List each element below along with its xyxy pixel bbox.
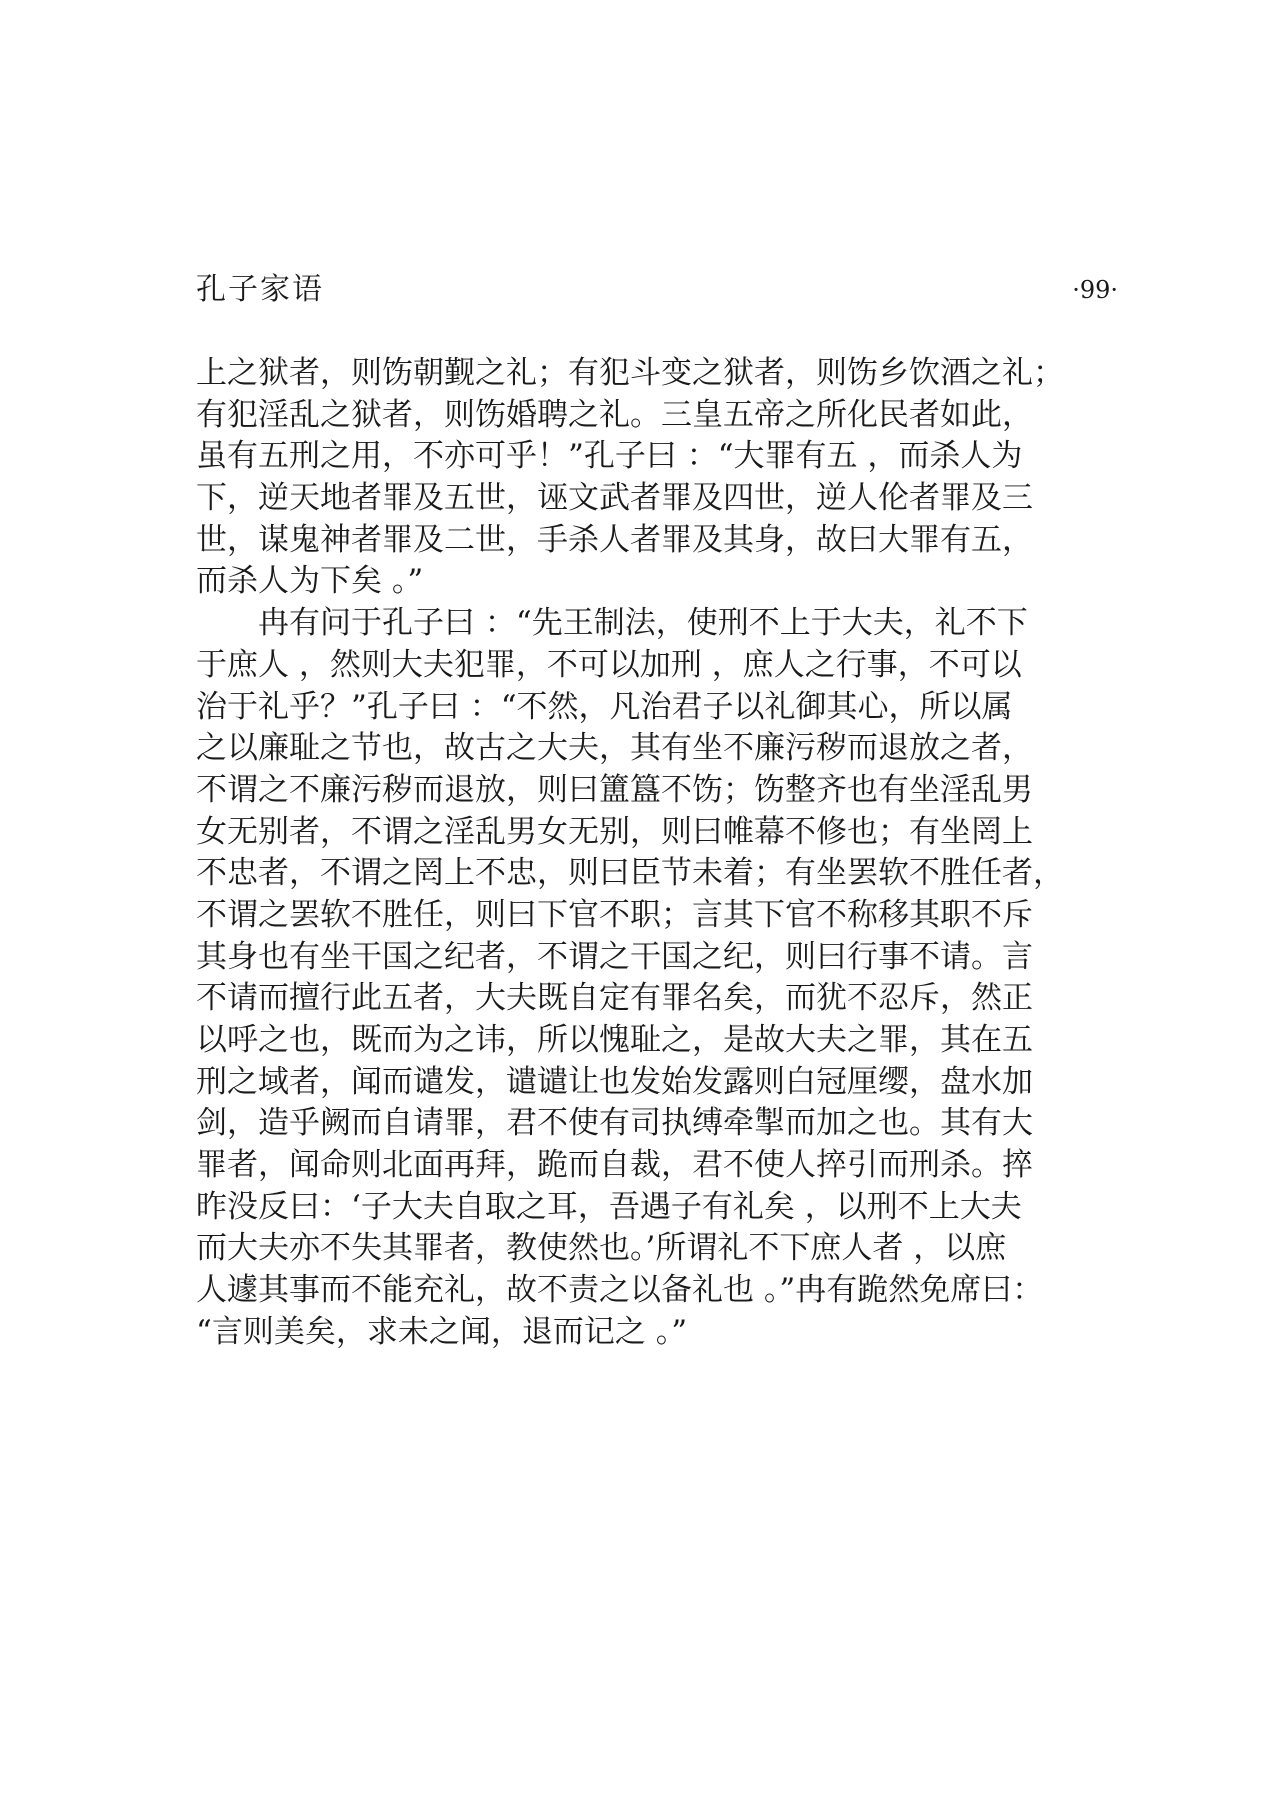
text-line: 虽有五刑之用，不亦可乎！”孔子曰 ：“大罪有五 ，而杀人为 (196, 438, 1023, 475)
text-line: 上之狱者，则饬朝觐之礼；有犯斗变之狱者，则饬乡饮酒之礼； (196, 355, 1064, 391)
text-line: 罪者，闻命则北面再拜，跪而自裁，君不使人捽引而刑杀。捽 (196, 1147, 1033, 1184)
text-line: 不忠者，不谓之罔上不忠，则曰臣节未着；有坐罢软不胜任者， (196, 855, 1064, 892)
text-line: 世，谋鬼神者罪及二世，手杀人者罪及其身，故曰大罪有五， (196, 521, 1033, 558)
text-line: 不谓之罢软不胜任，则曰下官不职；言其下官不称移其职不斥 (196, 896, 1033, 933)
text-line: 有犯淫乱之狱者，则饬婚聘之礼。三皇五帝之所化民者如此， (196, 396, 1033, 433)
running-header (196, 268, 1118, 312)
text-line: 昨没反曰：‘子大夫自取之耳，吾遇子有礼矣 ，以刑不上大夫 (196, 1188, 1022, 1225)
text-line: 之以廉耻之节也，故古之大夫，其有坐不廉污秽而退放之者， (196, 730, 1033, 767)
page-number: ·99· (1072, 276, 1118, 304)
text-line: 不谓之不廉污秽而退放，则曰簠簋不饬；饬整齐也有坐淫乱男 (196, 771, 1033, 808)
text-line: 不请而擅行此五者，大夫既自定有罪名矣，而犹不忍斥，然正 (196, 980, 1033, 1017)
paragraph-start-line: 冉有问于孔子曰 ：“先王制法，使刑不上于大夫，礼不下 (258, 605, 1028, 642)
text-line: 剑，造乎阙而自请罪，君不使有司执缚牵掣而加之也。其有大 (196, 1105, 1033, 1142)
text-line: 刑之域者，闻而谴发，谴谴让也发始发露则白冠厘缨，盘水加 (196, 1063, 1033, 1100)
body-text (196, 353, 1118, 1354)
text-line: 以呼之也，既而为之讳，所以愧耻之，是故大夫之罪，其在五 (196, 1022, 1033, 1058)
text-line: 女无别者，不谓之淫乱男女无别，则曰帷幕不修也；有坐罔上 (196, 813, 1033, 850)
text-line: 而大夫亦不失其罪者，教使然也。’所谓礼不下庶人者 ，以庶 (196, 1230, 1007, 1267)
text-line: 下，逆天地者罪及五世，诬文武者罪及四世，逆人伦者罪及三 (196, 480, 1033, 517)
text-line: 而杀人为下矣 。” (196, 563, 424, 600)
text-line: 于庶人 ，然则大夫犯罪，不可以加刑 ，庶人之行事，不可以 (196, 646, 1022, 683)
text-line: 其身也有坐干国之纪者，不谓之干国之纪，则曰行事不请。言 (196, 938, 1033, 975)
book-title: 孔子家语 (196, 272, 324, 307)
text-line: 人遽其事而不能充礼，故不责之以备礼也 。”冉有跪然免席曰： (196, 1272, 1044, 1309)
text-line: 治于礼乎？”孔子曰 ：“不然，凡治君子以礼御其心，所以属 (196, 688, 1013, 725)
text-line: “言则美矣，求未之闻，退而记之 。” (196, 1313, 688, 1350)
